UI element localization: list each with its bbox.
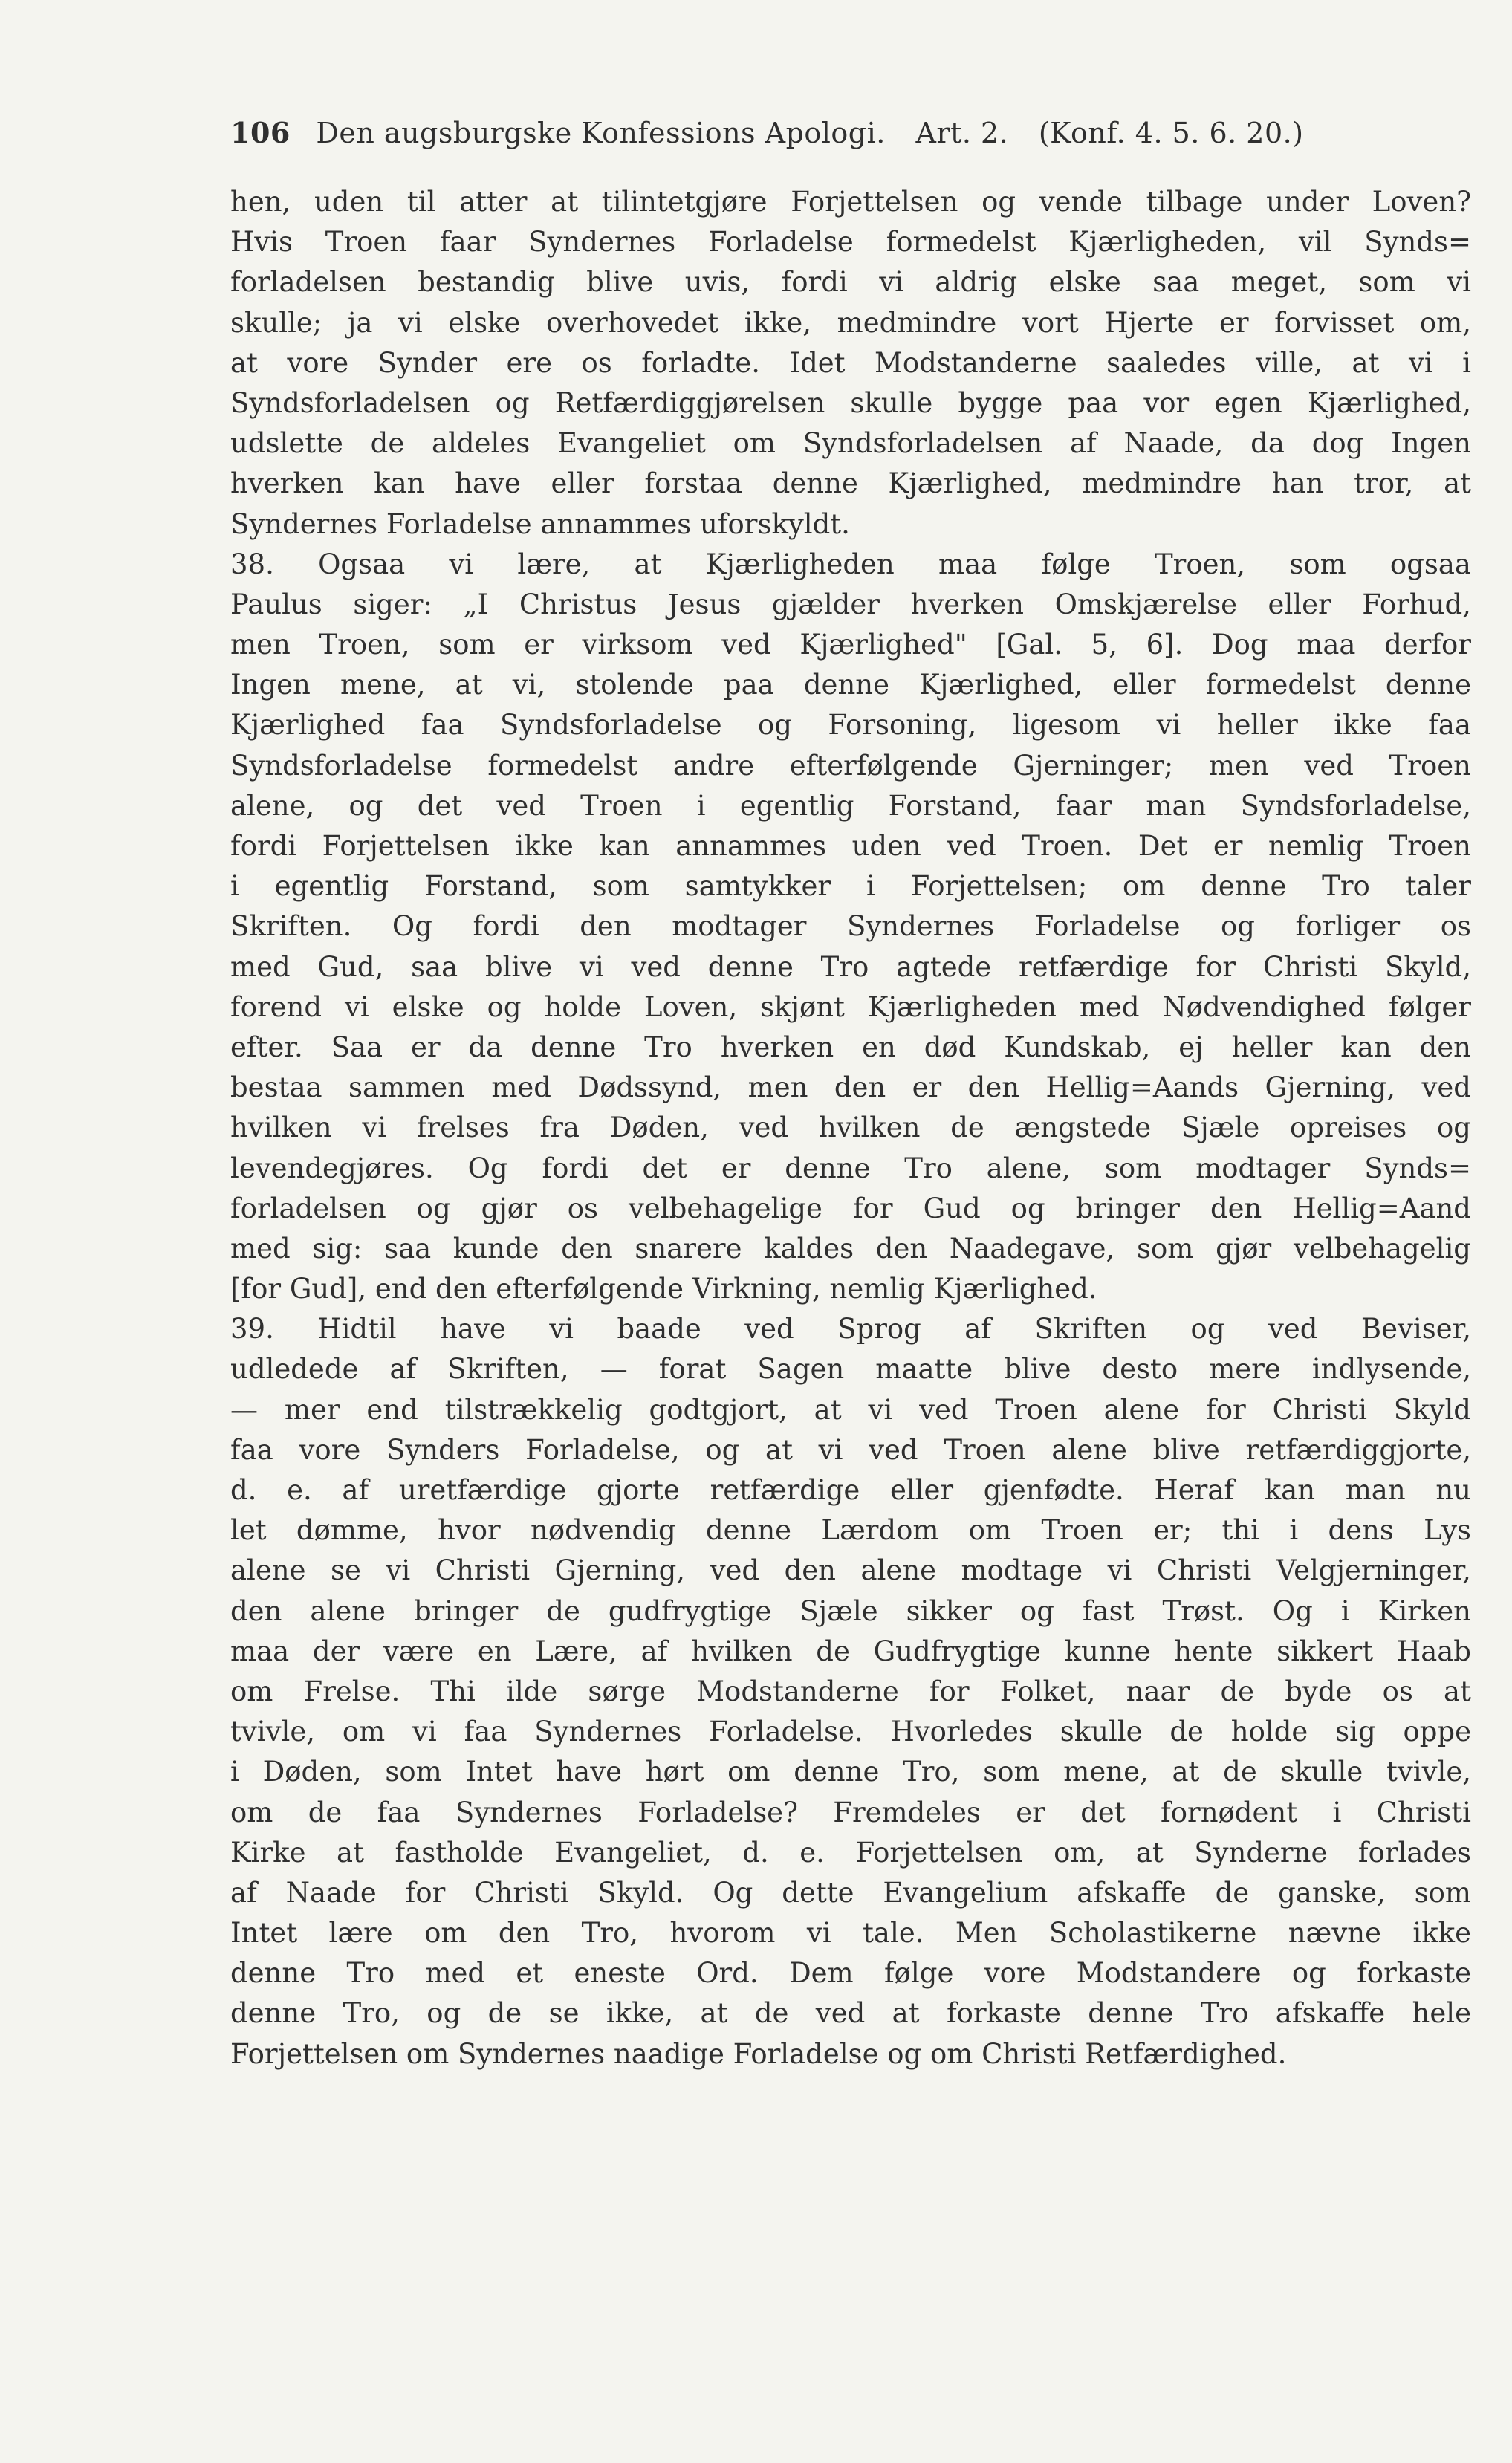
- text-line: alene, og det ved Troen i egentlig Forstand, faar man Syndsforladelse,: [230, 789, 1471, 822]
- text-line: Syndsforladelsen og Retfærdiggjørelsen skulle bygge paa vor egen Kjærlighed,: [230, 386, 1471, 419]
- text-line: forend vi elske og holde Loven, skjønt Kjærligheden med Nødvendighed følger: [230, 990, 1471, 1023]
- text-line: af Naade for Christi Skyld. Og dette Evangelium afskaffe de ganske, som: [230, 1876, 1471, 1909]
- text-line: den alene bringer de gudfrygtige Sjæle sikker og fast Trøst. Og i Kirken: [230, 1594, 1471, 1627]
- text-line: alene se vi Christi Gjerning, ved den alene modtage vi Christi Velgjerninger,: [230, 1554, 1471, 1587]
- text-line: Kirke at fastholde Evangeliet, d. e. Forjettelsen om, at Synderne forlades: [230, 1836, 1471, 1869]
- text-line: Syndsforladelse formedelst andre efterfølgende Gjerninger; men ved Troen: [230, 749, 1471, 782]
- text-line: [for Gud], end den efterfølgende Virkning, nemlig Kjærlighed.: [230, 1273, 1097, 1305]
- text-line: Paulus siger: „I Christus Jesus gjælder hverken Omskjærelse eller Forhud,: [230, 588, 1471, 620]
- text-line: Forjettelsen om Syndernes naadige Forladelse og om Christi Retfærdighed.: [230, 2037, 1287, 2070]
- running-header: [230, 116, 1304, 149]
- text-line: hvilken vi frelses fra Døden, ved hvilken de ængstede Sjæle opreises og: [230, 1112, 1471, 1144]
- text-line: med Gud, saa blive vi ved denne Tro agtede retfærdige for Christi Skyld,: [230, 950, 1471, 983]
- text-line: denne Tro, og de se ikke, at de ved at forkaste denne Tro afskaffe hele: [230, 1997, 1471, 2030]
- text-line: efter. Saa er da denne Tro hverken en død Kundskab, ej heller kan den: [230, 1031, 1471, 1063]
- text-line: i Døden, som Intet have hørt om denne Tro, som mene, at de skulle tvivle,: [230, 1756, 1471, 1788]
- page-number: 106: [230, 116, 291, 149]
- text-line: om de faa Syndernes Forladelse? Fremdeles er det fornødent i Christi: [230, 1796, 1471, 1828]
- text-line: Syndernes Forladelse annammes uforskyldt.: [230, 507, 850, 540]
- book-page: [230, 104, 1471, 2422]
- text-line: fordi Forjettelsen ikke kan annammes uden ved Troen. Det er nemlig Troen: [230, 830, 1471, 862]
- body-text: [230, 182, 1471, 2074]
- text-line: forladelsen bestandig blive uvis, fordi vi aldrig elske saa meget, som vi: [230, 266, 1471, 299]
- header-title: Den augsburgske Konfessions Apologi.: [316, 117, 886, 149]
- text-line: forladelsen og gjør os velbehagelige for Gud og bringer den Hellig=Aand: [230, 1192, 1471, 1224]
- header-reference: (Konf. 4. 5. 6. 20.): [1038, 117, 1304, 149]
- text-line: Hvis Troen faar Syndernes Forladelse formedelst Kjærligheden, vil Synds=: [230, 226, 1471, 259]
- text-line: skulle; ja vi elske overhovedet ikke, medmindre vort Hjerte er forvisset om,: [230, 306, 1471, 339]
- text-line: 39. Hidtil have vi baade ved Sprog af Skriften og ved Beviser,: [230, 1313, 1471, 1346]
- text-line: at vore Synder ere os forladte. Idet Modstanderne saaledes ville, at vi i: [230, 346, 1471, 379]
- text-line: maa der være en Lære, af hvilken de Gudfrygtige kunne hente sikkert Haab: [230, 1635, 1471, 1667]
- text-line: hen, uden til atter at tilintetgjøre Forjettelsen og vende tilbage under Loven?: [230, 186, 1471, 218]
- text-line: Intet lære om den Tro, hvorom vi tale. Men Scholastikerne nævne ikke: [230, 1917, 1471, 1950]
- text-line: 38. Ogsaa vi lære, at Kjærligheden maa følge Troen, som ogsaa: [230, 548, 1471, 580]
- text-line: Skriften. Og fordi den modtager Syndernes Forladelse og forliger os: [230, 910, 1471, 943]
- text-line: bestaa sammen med Dødssynd, men den er den Hellig=Aands Gjerning, ved: [230, 1071, 1471, 1104]
- text-line: denne Tro med et eneste Ord. Dem følge vore Modstandere og forkaste: [230, 1957, 1471, 1990]
- text-line: udledede af Skriften, — forat Sagen maatte blive desto mere indlysende,: [230, 1353, 1471, 1386]
- text-line: faa vore Synders Forladelse, og at vi ved Troen alene blive retfærdiggjorte,: [230, 1433, 1471, 1466]
- text-line: Kjærlighed faa Syndsforladelse og Forsoning, ligesom vi heller ikke faa: [230, 709, 1471, 742]
- text-line: hverken kan have eller forstaa denne Kjærlighed, medmindre han tror, at: [230, 467, 1471, 500]
- header-article: Art. 2.: [915, 117, 1009, 149]
- text-line: d. e. af uretfærdige gjorte retfærdige eller gjenfødte. Heraf kan man nu: [230, 1474, 1471, 1506]
- text-line: udslette de aldeles Evangeliet om Syndsforladelsen af Naade, da dog Ingen: [230, 427, 1471, 460]
- text-line: let dømme, hvor nødvendig denne Lærdom om Troen er; thi i dens Lys: [230, 1514, 1471, 1547]
- text-line: om Frelse. Thi ilde sørge Modstanderne for Folket, naar de byde os at: [230, 1675, 1471, 1707]
- text-line: i egentlig Forstand, som samtykker i Forjettelsen; om denne Tro taler: [230, 870, 1471, 903]
- text-line: Ingen mene, at vi, stolende paa denne Kjærlighed, eller formedelst denne: [230, 669, 1471, 701]
- text-line: tvivle, om vi faa Syndernes Forladelse. Hvorledes skulle de holde sig oppe: [230, 1716, 1471, 1748]
- text-line: med sig: saa kunde den snarere kaldes den Naadegave, som gjør velbehagelig: [230, 1232, 1471, 1265]
- text-line: — mer end tilstrækkelig godtgjort, at vi ved Troen alene for Christi Skyld: [230, 1393, 1471, 1426]
- text-line: men Troen, som er virksom ved Kjærlighed" [Gal. 5, 6]. Dog maa derfor: [230, 629, 1471, 661]
- text-line: levendegjøres. Og fordi det er denne Tro alene, som modtager Synds=: [230, 1152, 1471, 1184]
